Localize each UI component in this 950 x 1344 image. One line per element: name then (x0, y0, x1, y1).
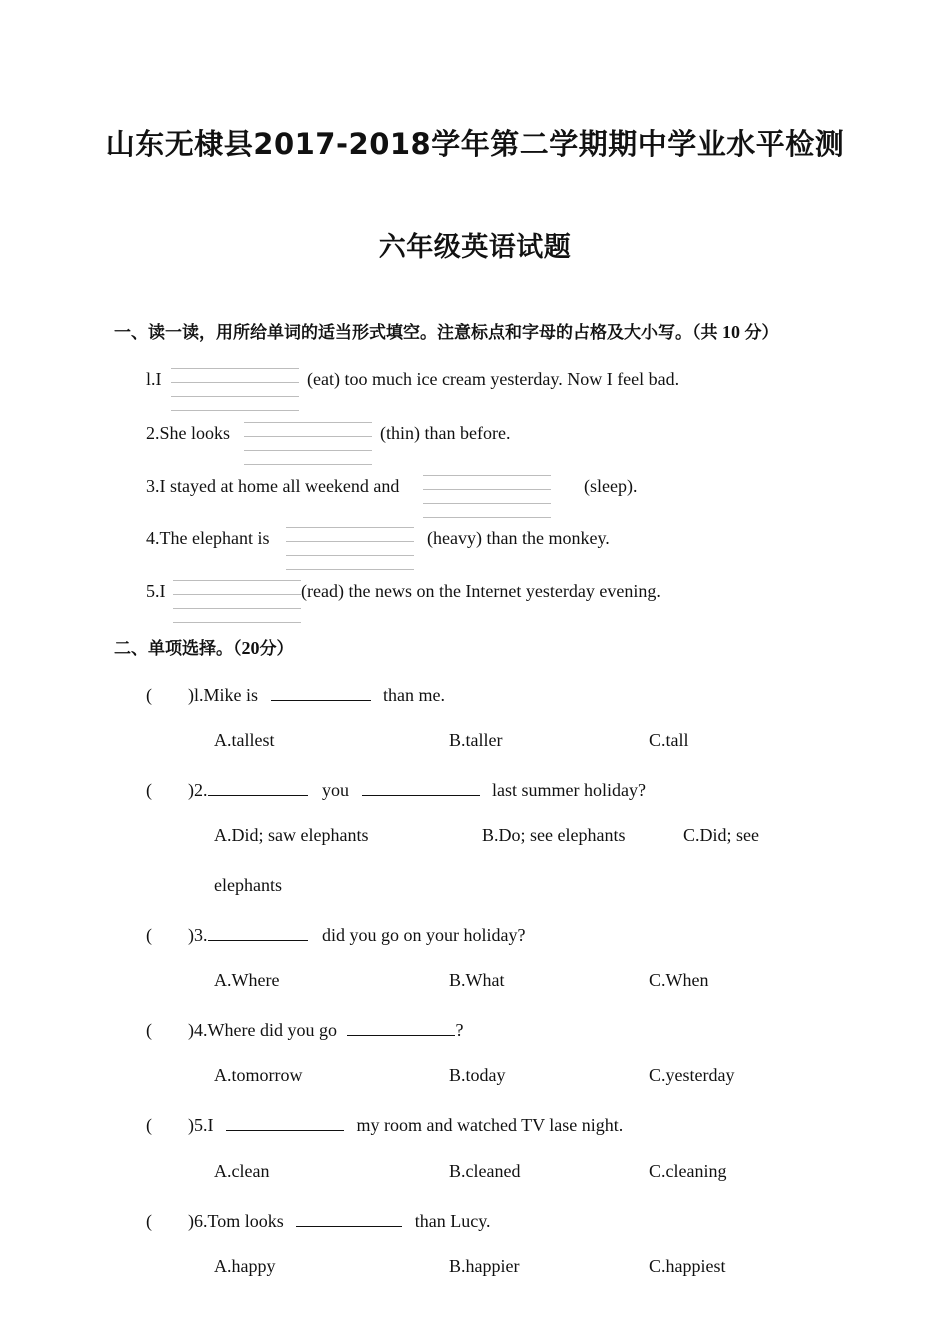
section1-heading (114, 318, 779, 343)
q4-option-a[interactable]: A.tomorrow (214, 1065, 303, 1085)
section1-points: 10 (722, 322, 740, 342)
question-4-end: ? (455, 1020, 464, 1040)
question-2-stem: 2. (194, 780, 208, 800)
section2-points: 20 (241, 638, 260, 658)
q3-option-b[interactable]: B.What (449, 970, 505, 990)
question-2-mid: you (322, 780, 349, 800)
exam-subtitle: 六年级英语试题 (378, 232, 572, 263)
section2-heading-end: 分） (259, 639, 294, 659)
fill-blank-5[interactable] (173, 580, 301, 624)
answer-paren-close: ) (188, 1115, 194, 1135)
q4-option-c[interactable]: C.yesterday (649, 1065, 735, 1085)
question-2-blank-2 (362, 777, 480, 796)
answer-paren-close: ) (188, 780, 194, 800)
q1-option-c[interactable]: C.tall (649, 730, 689, 750)
question-1-blank (271, 682, 371, 701)
answer-paren-open: ( (146, 780, 152, 800)
exam-title: 山东无棣县2017-2018学年第二学期期中学业水平检测 (105, 127, 845, 161)
question-2-end: last summer holiday? (492, 780, 646, 800)
fill-blank-1[interactable] (171, 368, 299, 412)
question-3-stem: 3. (194, 925, 208, 945)
question-3-blank (208, 922, 308, 941)
q1-option-a[interactable]: A.tallest (214, 730, 275, 750)
question-6-stem: 6.Tom looks (194, 1211, 284, 1231)
section1-heading-text: 一、读一读，用所给单词的适当形式填空。注意标点和字母的占格及大小写。（共 (114, 323, 718, 343)
question-2 (146, 777, 646, 801)
section2-heading-text: 二、单项选择。（ (114, 639, 242, 659)
fill-item-4: 4.The elephant is (146, 528, 270, 548)
q2-option-c-wrap: elephants (214, 875, 282, 895)
question-5-blank (226, 1112, 344, 1131)
answer-paren-open: ( (146, 1020, 152, 1040)
question-6-blank (296, 1208, 402, 1227)
answer-paren-open: ( (146, 1211, 152, 1231)
fill-blank-3[interactable] (423, 475, 551, 519)
question-6-end: than Lucy. (414, 1211, 491, 1231)
question-6 (146, 1208, 491, 1232)
question-5-stem: 5.I (194, 1115, 214, 1135)
q5-option-a[interactable]: A.clean (214, 1161, 270, 1181)
question-4-blank (347, 1017, 455, 1036)
answer-paren-close: ) (188, 925, 194, 945)
fill-item-2: 2.She looks (146, 423, 231, 443)
fill-item-3: 3.I stayed at home all weekend and (146, 476, 400, 496)
question-3 (146, 922, 525, 946)
q2-option-b[interactable]: B.Do; see elephants (482, 825, 626, 845)
answer-paren-close: ) (188, 685, 194, 705)
q2-option-a[interactable]: A.Did; saw elephants (214, 825, 369, 845)
fill-item-1-pre: l.I (146, 369, 162, 389)
q6-option-b[interactable]: B.happier (449, 1256, 520, 1276)
q5-option-c[interactable]: C.cleaning (649, 1161, 727, 1181)
fill-item-2-post: (thin) than before. (380, 423, 511, 443)
answer-paren-close: ) (188, 1211, 194, 1231)
fill-item-1-post: (eat) too much ice cream yesterday. Now I feel bad. (307, 369, 680, 389)
q5-option-b[interactable]: B.cleaned (449, 1161, 521, 1181)
q6-option-c[interactable]: C.happiest (649, 1256, 726, 1276)
section1-heading-end: 分） (744, 323, 779, 343)
q1-option-b[interactable]: B.taller (449, 730, 503, 750)
q3-option-c[interactable]: C.When (649, 970, 709, 990)
q2-option-c[interactable]: C.Did; see (683, 825, 759, 845)
answer-paren-open: ( (146, 925, 152, 945)
answer-paren-open: ( (146, 685, 152, 705)
question-1 (146, 682, 445, 706)
question-4 (146, 1017, 463, 1041)
answer-paren-open: ( (146, 1115, 152, 1135)
question-1-stem: l.Mike is (194, 685, 259, 705)
fill-blank-2[interactable] (244, 422, 372, 466)
question-4-stem: 4.Where did you go (194, 1020, 337, 1040)
q4-option-b[interactable]: B.today (449, 1065, 506, 1085)
question-3-end: did you go on your holiday? (322, 925, 526, 945)
fill-item-4-post: (heavy) than the monkey. (427, 528, 610, 548)
q3-option-a[interactable]: A.Where (214, 970, 280, 990)
fill-blank-4[interactable] (286, 527, 414, 571)
section2-heading (114, 634, 294, 659)
question-2-blank-1 (208, 777, 308, 796)
fill-item-5: 5.I (146, 581, 166, 601)
fill-item-1 (146, 369, 162, 390)
fill-item-5-post: (read) the news on the Internet yesterday evening. (301, 581, 661, 601)
fill-item-3-post: (sleep). (584, 476, 638, 496)
answer-paren-close: ) (188, 1020, 194, 1040)
question-5-end: my room and watched TV lase night. (356, 1115, 624, 1135)
question-1-end: than me. (383, 685, 445, 705)
q6-option-a[interactable]: A.happy (214, 1256, 276, 1276)
question-5 (146, 1112, 623, 1136)
